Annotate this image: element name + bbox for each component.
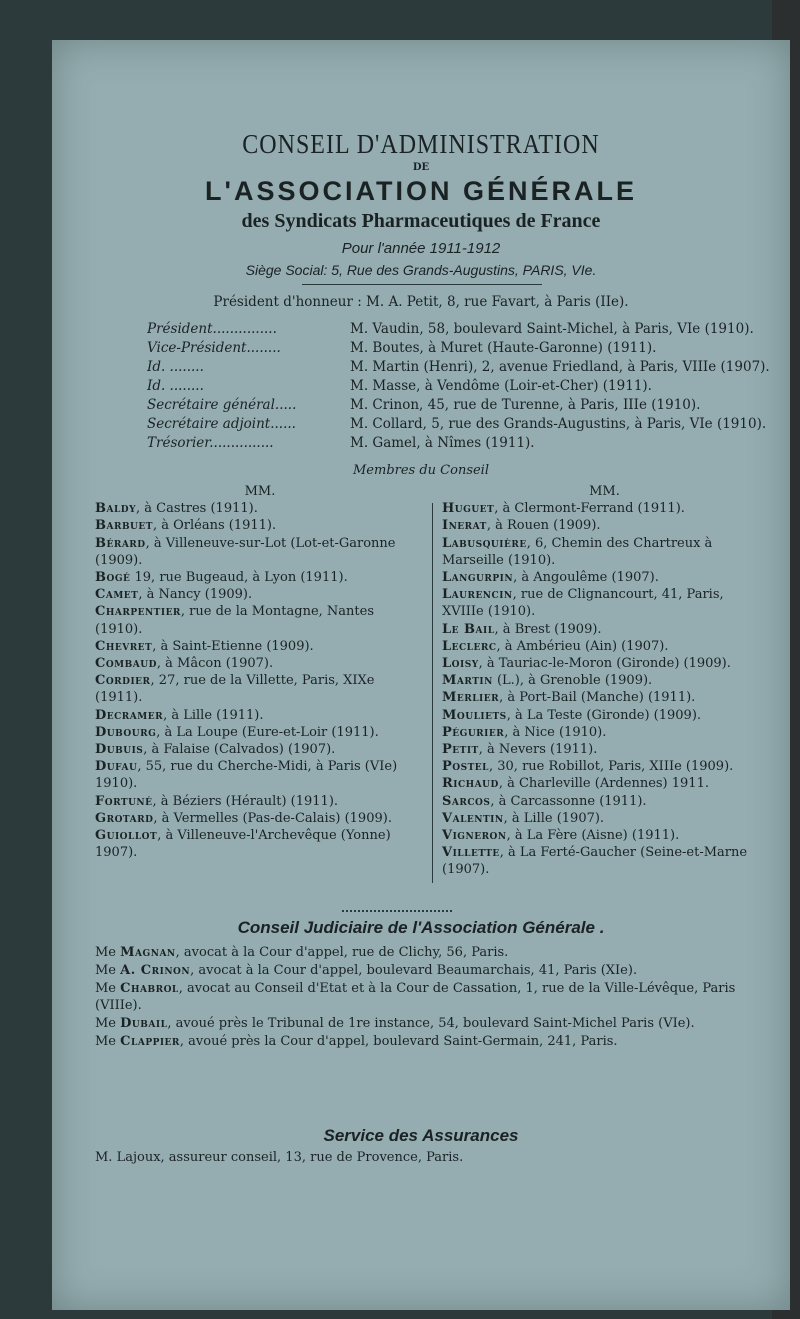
judiciaire-details: , avoué près la Cour d'appel, boulevard Saint-Germain, 241, Paris. [179,1033,618,1049]
officer-role: Secrétaire adjoint...... [147,416,296,432]
member-entry [95,810,425,827]
member-details: , à Angoulême (1907). [513,570,659,586]
member-details: , à Orléans (1911). [152,518,277,534]
member-details: , à Carcassonne (1911). [490,793,647,809]
member-entry [95,638,425,655]
member-entry [95,603,425,637]
member-details: , à Nevers (1911). [478,742,598,758]
officer-role: Président............... [147,321,277,337]
member-entry [442,775,767,792]
column-divider [432,503,433,883]
member-name: Leclerc [442,638,497,654]
member-entry [442,638,767,655]
member-entry [442,810,767,827]
member-details: , à Lille (1911). [163,707,264,723]
judiciaire-details: , avoué près le Tribunal de 1re instance, 54, boulevard Saint-Michel Paris (VIe). [167,1016,695,1032]
year-line: Pour l'année 1911-1912 [341,240,501,257]
officer-row [147,415,770,434]
judiciaire-entry [95,1015,765,1033]
member-name: Postel [442,759,489,775]
member-name: Richaud [442,776,499,792]
member-entry [442,758,767,775]
members-left-head: MM. [244,484,276,499]
services-line: M. Lajoux, assureur conseil, 13, rue de Provence, Paris. [95,1150,464,1165]
document-page [52,40,790,1310]
member-name: Labusquière [442,535,527,551]
member-details: , à La Loupe (Eure-et-Loir (1911). [156,724,379,740]
member-entry [95,517,425,534]
officer-row [147,339,770,358]
member-entry [95,586,425,603]
member-name: Pégurier [442,724,505,740]
member-details: , à Falaise (Calvados) (1907). [143,742,336,758]
judiciaire-entry [95,944,765,962]
officer-name: M. Vaudin, 58, boulevard Saint-Michel, à Paris, VIe (1910). [350,321,754,337]
member-entry [442,741,767,758]
officer-name: M. Collard, 5, rue des Grands-Augustins, à Paris, VIe (1910). [350,416,767,432]
judiciaire-title: Conseil Judiciaire de l'Association Générale . [237,918,605,937]
judiciaire-name: Magnan [120,945,176,960]
members-right-column [442,483,767,879]
members-right-head: MM. [589,484,620,499]
judiciaire-list [95,944,765,1051]
member-entry [95,827,425,861]
officer-row [147,358,770,377]
siege-line: Siège Social: 5, Rue des Grands-Augustins, PARIS, VIe. [245,262,597,278]
member-name: Loisy [442,656,479,672]
member-name: Dubuis [95,742,144,758]
member-name: Dufau [95,759,138,775]
member-details: , à Vermelles (Pas-de-Calais) (1909). [153,810,392,826]
member-name: Merlier [442,690,500,706]
member-name: Langurpin [442,570,514,586]
member-entry [442,535,767,569]
member-name: Cordier [95,673,151,689]
officer-name: M. Boutes, à Muret (Haute-Garonne) (1911). [350,340,657,356]
member-entry [442,517,767,534]
judiciaire-details: , avocat à la Cour d'appel, rue de Clichy, 56, Paris. [175,945,509,960]
member-entry [442,724,767,741]
member-entry [95,569,425,586]
member-details: , à Clermont-Ferrand (1911). [494,501,685,517]
member-name: Mouliets [442,707,507,723]
member-entry [442,586,767,620]
member-name: Martin [442,673,493,689]
officer-row [147,396,770,415]
member-entry [95,672,425,706]
judiciaire-details: , avocat à la Cour d'appel, boulevard Beaumarchais, 41, Paris (XIe). [190,962,638,978]
header-divider [302,284,542,285]
member-name: Grotard [95,810,154,826]
member-details: , à Nancy (1909). [138,587,253,603]
member-name: Camet [95,587,139,603]
officer-row [147,320,770,339]
member-name: Decramer [95,707,164,723]
member-details: , à Charleville (Ardennes) 1911. [498,776,709,792]
member-entry [95,724,425,741]
officer-row [147,434,770,453]
member-name: Combaud [95,656,157,672]
member-details: , à Saint-Etienne (1909). [152,638,314,654]
services-title: Service des Assurances [323,1126,519,1145]
judiciaire-entry [95,962,765,980]
judiciaire-name: Clappier [120,1033,180,1049]
member-name: Vigneron [442,828,507,844]
member-entry [442,655,767,672]
member-name: Valentin [442,810,504,826]
member-entry [95,793,425,810]
judiciaire-name: A. Crinon [120,962,191,978]
member-entry [442,569,767,586]
member-details: , à Rouen (1909). [486,518,601,534]
member-details: , à La Teste (Gironde) (1909). [506,707,702,723]
judiciaire-prefix: Me [95,1033,117,1049]
member-name: Barbuet [95,518,153,534]
member-name: Huguet [442,501,495,517]
judiciaire-entry [95,1033,765,1051]
member-details: , à Lille (1907). [503,810,605,826]
officers-list [147,320,770,453]
member-details: , à Brest (1909). [494,621,602,637]
member-entry [442,672,767,689]
officer-name: M. Masse, à Vendôme (Loir-et-Cher) (1911). [350,378,652,394]
member-details: , à Béziers (Hérault) (1911). [152,793,339,809]
association-name: L'ASSOCIATION GÉNÉRALE [205,176,637,206]
member-details: , rue de Clignancourt, 41, Paris, XVIIIe (1910). [442,587,724,620]
officer-role: Secrétaire général..... [147,397,297,413]
member-entry [442,689,767,706]
member-name: Dubourg [95,724,157,740]
member-entry [442,707,767,724]
member-entry [95,707,425,724]
officer-role: Id. ........ [147,378,204,394]
member-details: , 55, rue du Cherche-Midi, à Paris (VIe) 1910). [95,759,398,792]
member-entry [442,621,767,638]
title-connector: DE [412,162,430,173]
member-name: Charpentier [95,604,181,620]
officer-name: M. Crinon, 45, rue de Turenne, à Paris, IIIe (1910). [350,397,701,413]
judiciaire-name: Dubail [120,1016,168,1032]
member-details: , à Port-Bail (Manche) (1911). [499,690,696,706]
member-entry [442,500,767,517]
member-entry [442,844,767,878]
section-divider [342,910,452,916]
member-details: , 30, rue Robillot, Paris, XIIIe (1909). [489,759,734,775]
member-entry [95,655,425,672]
officer-role: Trésorier............... [147,435,274,451]
page-title: CONSEIL D'ADMINISTRATION [242,129,600,160]
officer-name: M. Martin (Henri), 2, avenue Friedland, à Paris, VIIIe (1907). [350,359,770,375]
member-entry [95,741,425,758]
member-details: , à Castres (1911). [136,501,258,517]
member-details: 19, rue Bugeaud, à Lyon (1911). [130,570,348,586]
officer-row [147,377,770,396]
member-name: Sarcos [442,793,491,809]
member-details: , 6, Chemin des Chartreux à Marseille (1910). [442,535,713,568]
officer-role: Id. ........ [147,359,204,375]
member-name: Villette [442,845,500,861]
officer-role: Vice-Président........ [147,340,281,356]
member-name: Laurencin [442,587,513,603]
member-details: , à Mâcon (1907). [156,656,274,672]
member-details: , à Tauriac-le-Moron (Gironde) (1909). [478,656,731,672]
officer-name: M. Gamel, à Nîmes (1911). [350,435,535,451]
member-name: Baldy [95,501,137,517]
member-entry [442,827,767,844]
member-name: Bérard [95,535,146,551]
judiciaire-prefix: Me [95,980,117,996]
member-details: (L.), à Grenoble (1909). [492,673,653,689]
judiciaire-entry [95,980,765,1016]
members-left-column [95,483,425,861]
member-entry [442,793,767,810]
member-name: Inerat [442,518,487,534]
member-name: Bogé [95,570,131,586]
judiciaire-details: , avocat au Conseil d'Etat et à la Cour de Cassation, 1, rue de la Ville-Lévêque, Paris (VIIIe). [95,980,736,1014]
members-title: Membres du Conseil [352,463,490,478]
member-details: , à Nice (1910). [504,724,607,740]
judiciaire-prefix: Me [95,945,117,960]
member-name: Guiollot [95,828,158,844]
member-name: Le Bail [442,621,495,637]
member-entry [95,758,425,792]
member-details: , rue de la Montagne, Nantes (1910). [95,604,375,637]
member-entry [95,535,425,569]
member-details: , à Ambérieu (Ain) (1907). [496,638,669,654]
member-details: , 27, rue de la Villette, Paris, XIXe (1911). [95,673,375,706]
judiciaire-name: Chabrol [120,980,179,996]
member-name: Chevret [95,638,153,654]
member-details: , à La Fère (Aisne) (1911). [506,828,680,844]
member-details: , à Villeneuve-sur-Lot (Lot-et-Garonne (1909). [95,535,396,568]
member-name: Petit [442,742,479,758]
member-details: , à Villeneuve-l'Archevêque (Yonne) 1907). [95,828,391,861]
judiciaire-prefix: Me [95,1016,117,1032]
member-details: , à La Ferté-Gaucher (Seine-et-Marne (1907). [442,845,748,878]
honorary-president: Président d'honneur : M. A. Petit, 8, rue Favart, à Paris (IIe). [213,294,629,310]
member-name: Fortuné [95,793,153,809]
members-right-list [442,500,767,878]
subtitle: des Syndicats Pharmaceutiques de France [241,210,601,232]
members-left-list [95,500,425,861]
judiciaire-prefix: Me [95,962,117,978]
member-entry [95,500,425,517]
